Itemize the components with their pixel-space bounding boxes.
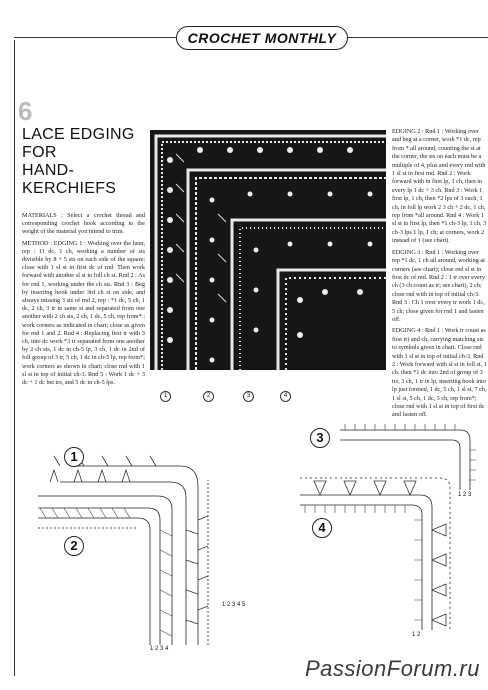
photo-label-2: 2 bbox=[203, 391, 214, 402]
crochet-charts bbox=[0, 420, 488, 670]
lace-edging-photo bbox=[150, 130, 386, 370]
pattern-number: 6 bbox=[18, 96, 33, 126]
photo-number-labels bbox=[150, 390, 386, 402]
chart-1-row-numbers: 1 2 3 4 bbox=[150, 646, 169, 652]
chart-3-row-numbers: 1 2 3 bbox=[458, 492, 472, 498]
instructions-left-column bbox=[22, 212, 145, 387]
title-line: FOR bbox=[22, 144, 57, 161]
photo-label-4: 4 bbox=[280, 391, 291, 402]
edging-3-paragraph: EDGING 3 : Rnd 1 : Working over rep *1 dc, 1 ch all around, working at corners (see chart); close rnd sl st in first dc of rnd. Rnd 2 : 1 tr over every ch (3 ch count as tr; see chart), 2 ch; close rnd with in top of initial ch-3. Rnd 3 : Ch 1 over every tr work 1 dc, 5 ch; close given for rnd 1 and fasten off. bbox=[392, 248, 485, 323]
title-line: HAND- bbox=[22, 162, 75, 179]
instructions-right-column bbox=[392, 128, 488, 418]
magazine-header bbox=[176, 26, 348, 50]
article-title bbox=[22, 126, 147, 198]
magazine-title: CROCHET MONTHLY bbox=[187, 30, 337, 46]
header-rule-right bbox=[346, 37, 488, 38]
lace-photo-illustration bbox=[150, 130, 386, 370]
edging-2-paragraph: EDGING 2 : Rnd 1 : Working over and beg at a corner, work *1 dc, rep from * all around, counting the st at the corner, the sts on each must be a multiple of 4, plus and every rnd with 1 sl st in first rnd. Rnd 2 : Work forward with in first lp, 1 ch, then in every lp 1 dc + 3 ch. Rnd 3 : Work 1 first lp, 1 ch, then *2 lps of 3 each, 1 ch, in foll lp work 2 3 ch + 2 dc, 1 ch, rep from *all around. Rnd 4 : Work 1 sl st in first lp, then *1 ch-3 lp, 1 ch, 3 ch-3 lps 1 lp, 1 ch; at corners, work 2 instead of 1 (see chart). bbox=[392, 128, 487, 245]
title-line: KERCHIEFS bbox=[22, 180, 117, 197]
photo-label-1: 1 bbox=[160, 391, 171, 402]
materials-paragraph: MATERIALS : Select a crochet thread and corresponding crochet hook according to the weight of the material you intend to trim. bbox=[22, 212, 145, 236]
photo-label-3: 3 bbox=[243, 391, 254, 402]
chart-4-row-numbers: 1 2 bbox=[412, 632, 421, 638]
chart-label-3: 3 bbox=[310, 428, 330, 448]
title-line: LACE EDGING bbox=[22, 126, 135, 143]
edging-4-paragraph: EDGING 4 : Rnd 1 : Work tr count as first tr) and ch, carrying matching sts to symbols given in chart. Close rnd with 1 sl st in top of initial ch-3. Rnd 2 : Work forward with sl st in foll st, 1 ch, then *1 dc into 2nd of group of 3 trs, 3 ch, 1 tr in lp, inserting hook into lp just formed, 1 dc, 5 ch, 1 sl st, 7 ch, 1 sl st, 5 ch, 1 dc, 3 ch, rep from*; close rnd with 1 sl st in top of first dc and fasten off. bbox=[392, 327, 487, 418]
watermark: PassionForum.ru bbox=[304, 656, 480, 681]
chart-label-1: 1 bbox=[64, 447, 84, 467]
chart-label-4: 4 bbox=[312, 518, 332, 538]
method-paragraph: METHOD : EDGING 1 : Working over the hem, rep : 11 dc, 1 ch, working a number of sts divisible by 8 + 5 sts on each side of the square; close with 1 sl st in first dc of rnd. Then work forward with another sl st in foll ch st. Rnd 2 : As for rnd 1, working under the ch sts. Rnd 3 : Beg by inserting hook under 3rd ch st on side, and always missing 3 sts of rnd 2, rep : *1 dc, 5 ch, 1 dc, 2 ch, 3 tr in same st and separated from one another with 2 ch sts, 2 ch, 1 dc, 5 ch, rep from* ; work corners as indicated in chart; close as given for rnd 1 and 2. Rnd 4 : Replacing first tr with 3 ch, into dc work *3 tr separated from one another by 2 ch sts, 1 dc in ch-5 lp, 3 ch, 1 dc in 2nd of foll group of 3 tr, 5 ch, 1 dc in ch-5 lp, rep from*; work corners as shown in chart; close rnd with 1 sl st in top of initial ch-3. Rnd 5 : Work 1 dc + 3 dc + 1 dc bet trs, and 5 dc in ch-5 lps. bbox=[22, 239, 145, 387]
chart-2-row-numbers: 1 2 3 4 5 bbox=[222, 602, 246, 608]
header-rule-left bbox=[14, 37, 176, 38]
chart-label-2: 2 bbox=[64, 536, 84, 556]
